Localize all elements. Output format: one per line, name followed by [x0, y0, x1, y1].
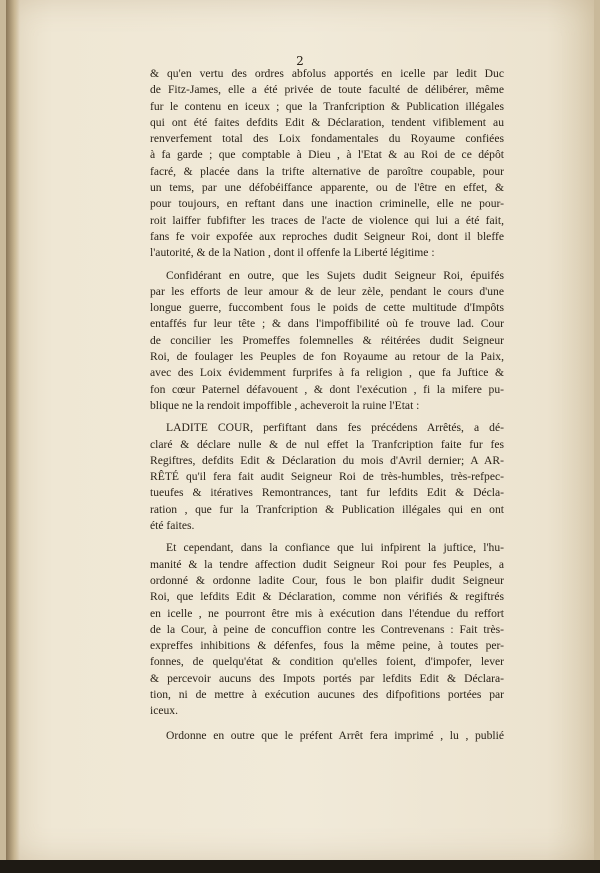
text-line: de la Cour, à peine de concuffion contre les Contrevenans : Fait très- — [150, 622, 504, 636]
text-line: longue guerre, fuccombent fous le poids de cette multitude d'Impôts — [150, 301, 504, 315]
text-line: Confidérant en outre, que les Sujets dudit Seigneur Roi, épuifés — [166, 268, 504, 282]
text-line: roit laiffer fubfifter les traces de l'acte de violence qui lui a été fait, — [150, 213, 504, 227]
paragraph — [150, 540, 504, 719]
text-line: été faites. — [150, 519, 195, 533]
text-line: ordonné & ordonne ladite Cour, fous le bon plaifir dudit Seigneur — [150, 573, 504, 587]
text-line: fon cœur Paternel défavouent , & dont l'exécution , fi la mifere pu- — [150, 382, 504, 396]
text-line: facré, & placée dans la trifte alternative de paroître coupable, pour — [150, 164, 504, 178]
text-line: Et cependant, dans la confiance que lui infpirent la juftice, l'hu- — [166, 541, 504, 555]
text-line: Roi, que lefdits Edit & Déclaration, comme non vérifiés & regiftrés — [150, 590, 504, 604]
document-body — [150, 66, 504, 744]
text-line: fonnes, de quelqu'état & condition qu'elles foient, d'impofer, lever — [150, 655, 504, 669]
text-line: claré & déclare nulle & de nul effet la Tranfcription faite fur fes — [150, 437, 504, 451]
text-line: LADITE COUR, perfiftant dans fes précédens Arrêtés, a dé- — [166, 421, 504, 435]
text-line: par les efforts de leur amour & de leur zèle, pendant le cours d'une — [150, 284, 504, 298]
text-line: manité & la tendre affection dudit Seigneur Roi pour fes Peuples, a — [150, 557, 504, 571]
text-line: à fa garde ; que comptable à Dieu , à l'Etat & au Roi de ce dépôt — [150, 148, 504, 162]
text-line: en icelle , ne pourront être mis à exécution dans l'étendue du reffort — [150, 606, 504, 620]
text-line: de concilier les Promeffes folemnelles & réitérées dudit Seigneur — [150, 333, 504, 347]
text-line: de Fitz-James, elle a été privée de toute faculté de délibérer, même — [150, 83, 504, 97]
text-line: fur le contenu en iceux ; que la Tranfcription & Publication illégales — [150, 99, 504, 113]
catchword: Ordonne en outre que le préfent Arrêt fera imprimé , lu , publié — [166, 728, 504, 742]
catchword-line — [150, 728, 504, 744]
paragraph — [150, 268, 504, 415]
binding-shadow — [6, 0, 20, 860]
text-line: tion, ni de mettre à exécution aucunes des difpofitions portées par — [150, 687, 504, 701]
text-line: tueufes & itératives Remontrances, tant fur lefdits Edit & Décla- — [150, 486, 504, 500]
text-line: blique ne la rendoit impoffible , acheveroit la ruine l'Etat : — [150, 398, 420, 412]
text-line: avec des Loix évidemment furprifes à fa religion , que fa Juftice & — [150, 366, 504, 380]
text-line: RÊTÉ qu'il fera fait audit Seigneur Roi de très-humbles, très-refpec- — [150, 470, 504, 484]
paragraph — [150, 66, 504, 262]
scan-bottom-edge — [0, 860, 600, 873]
text-line: pour toujours, en reftant dans une inaction criminelle, elle ne pour- — [150, 197, 504, 211]
text-line: un tems, par une défobéiffance apparente, ou de l'être en effet, & — [150, 181, 504, 195]
paragraph — [150, 420, 504, 534]
text-line: Regiftres, defdits Edit & Déclaration du mois d'Avril dernier; A AR- — [150, 453, 504, 467]
text-line: iceux. — [150, 704, 179, 718]
text-line: ration , que fur la Tranfcription & Publication illégales qui en ont — [150, 502, 504, 516]
text-line: fans fe voir expofée aux reproches dudit Seigneur Roi, dont il bleffe — [150, 229, 504, 243]
text-line: & qu'en vertu des ordres abfolus apportés en icelle par ledit Duc — [150, 67, 504, 80]
text-line: qui ont été faites defdits Edit & Déclaration, tendent vifiblement au — [150, 115, 504, 129]
text-line: Roi, de foulager les Peuples de fon Royaume au retour de la Paix, — [150, 350, 504, 364]
text-line: l'autorité, & de la Nation , dont il offenfe la Liberté légitime : — [150, 246, 435, 260]
text-line: entaffés fur leur tête ; & dans l'impoffibilité où fe trouve lad. Cour — [150, 317, 504, 331]
text-line: & percevoir aucuns des Impots portés par lefdits Edit & Déclara- — [150, 671, 504, 685]
text-line: renverfement total des Loix fondamentales du Royaume confiées — [150, 132, 504, 146]
text-line: expreffes inhibitions & défenfes, fous la même peine, à toutes per- — [150, 639, 504, 653]
page-number: 2 — [296, 54, 304, 68]
